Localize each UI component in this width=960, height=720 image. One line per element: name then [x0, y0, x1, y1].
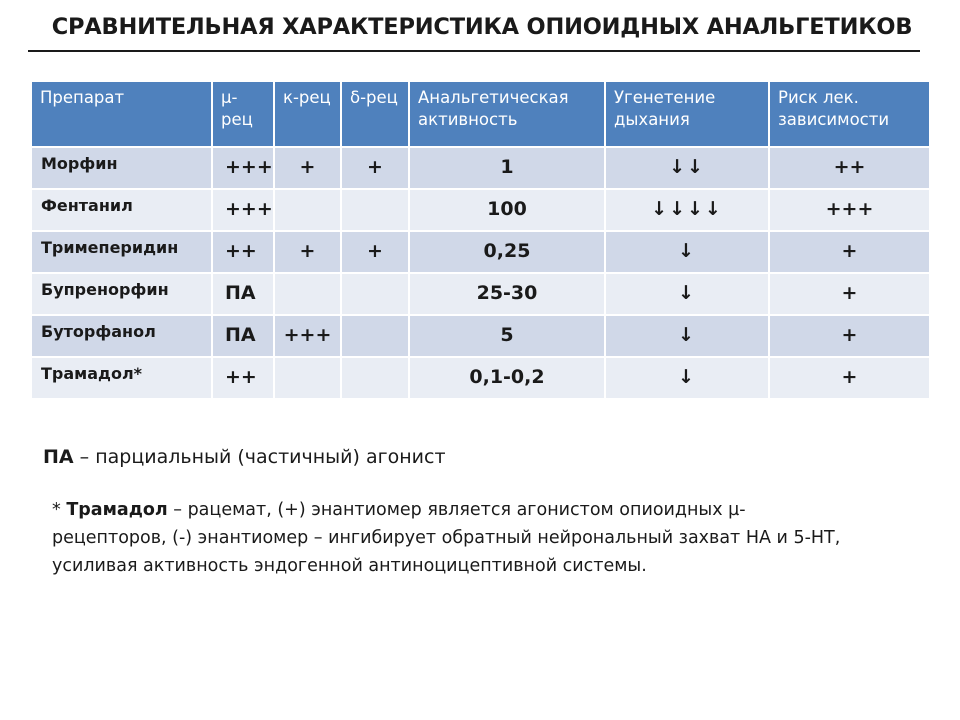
delta-receptor-cell — [341, 357, 409, 399]
mu-receptor-cell: ПА — [212, 273, 274, 315]
tramadol-term: Трамадол — [66, 500, 168, 520]
dependence-risk-cell: +++ — [769, 189, 930, 231]
kappa-receptor-cell — [274, 357, 341, 399]
header-analgesic-activity: Анальгетическая активность — [409, 81, 605, 147]
kappa-receptor-cell — [274, 273, 341, 315]
analgesic-activity-cell: 1 — [409, 147, 605, 189]
footnote-asterisk: * — [52, 500, 67, 520]
respiratory-depression-cell: ↓ — [605, 231, 769, 273]
dependence-risk-cell: + — [769, 315, 930, 357]
respiratory-depression-cell: ↓↓↓↓ — [605, 189, 769, 231]
table-row — [31, 315, 930, 357]
table-row — [31, 273, 930, 315]
header-mu-receptor: µ-рец — [212, 81, 274, 147]
analgesic-activity-cell: 0,25 — [409, 231, 605, 273]
dependence-risk-cell: + — [769, 273, 930, 315]
opioid-comparison-table — [30, 80, 931, 400]
analgesic-activity-cell: 25-30 — [409, 273, 605, 315]
respiratory-depression-cell: ↓ — [605, 273, 769, 315]
table-row — [31, 231, 930, 273]
kappa-receptor-cell: + — [274, 147, 341, 189]
mu-receptor-cell: +++ — [212, 147, 274, 189]
tramadol-footnote-line-3: усиливая активность эндогенной антиноцицептивной системы. — [52, 556, 647, 576]
tramadol-footnote — [52, 496, 932, 580]
respiratory-depression-cell: ↓ — [605, 357, 769, 399]
tramadol-footnote-line-1 — [52, 496, 932, 524]
delta-receptor-cell: + — [341, 231, 409, 273]
delta-receptor-cell — [341, 189, 409, 231]
delta-receptor-cell — [341, 273, 409, 315]
tramadol-footnote-line-2: рецепторов, (-) энантиомер – ингибирует обратный нейрональный захват НА и 5-НТ, — [52, 528, 841, 548]
partial-agonist-definition: – парциальный (частичный) агонист — [73, 446, 446, 468]
table-header-row — [31, 81, 930, 147]
drug-name-cell: Фентанил — [31, 189, 212, 231]
mu-receptor-cell: +++ — [212, 189, 274, 231]
page-title: СРАВНИТЕЛЬНАЯ ХАРАКТЕРИСТИКА ОПИОИДНЫХ АНАЛЬГЕТИКОВ — [51, 14, 913, 40]
drug-name-cell: Тримеперидин — [31, 231, 212, 273]
mu-receptor-cell: ПА — [212, 315, 274, 357]
header-delta-receptor: δ-рец — [341, 81, 409, 147]
header-kappa-receptor: к-рец — [274, 81, 341, 147]
drug-name-cell: Бупренорфин — [31, 273, 212, 315]
table-row — [31, 189, 930, 231]
delta-receptor-cell — [341, 315, 409, 357]
analgesic-activity-cell: 0,1-0,2 — [409, 357, 605, 399]
mu-receptor-cell: ++ — [212, 357, 274, 399]
drug-name-cell: Буторфанол — [31, 315, 212, 357]
analgesic-activity-cell: 5 — [409, 315, 605, 357]
respiratory-depression-cell: ↓ — [605, 315, 769, 357]
respiratory-depression-cell: ↓↓ — [605, 147, 769, 189]
dependence-risk-cell: + — [769, 231, 930, 273]
table-row — [31, 147, 930, 189]
kappa-receptor-cell: +++ — [274, 315, 341, 357]
kappa-receptor-cell: + — [274, 231, 341, 273]
tramadol-footnote-text-1: – рацемат, (+) энантиомер является агонистом опиоидных µ- — [167, 500, 746, 520]
drug-name-cell: Морфин — [31, 147, 212, 189]
drug-name-cell: Трамадол* — [31, 357, 212, 399]
kappa-receptor-cell — [274, 189, 341, 231]
mu-receptor-cell: ++ — [212, 231, 274, 273]
title-divider — [28, 50, 920, 52]
header-respiratory-depression: Угенетение дыхания — [605, 81, 769, 147]
analgesic-activity-cell: 100 — [409, 189, 605, 231]
header-drug: Препарат — [31, 81, 212, 147]
partial-agonist-term: ПА — [43, 446, 74, 468]
header-dependence-risk: Риск лек. зависимости — [769, 81, 930, 147]
dependence-risk-cell: ++ — [769, 147, 930, 189]
partial-agonist-note — [43, 446, 446, 468]
table-row — [31, 357, 930, 399]
dependence-risk-cell: + — [769, 357, 930, 399]
delta-receptor-cell: + — [341, 147, 409, 189]
